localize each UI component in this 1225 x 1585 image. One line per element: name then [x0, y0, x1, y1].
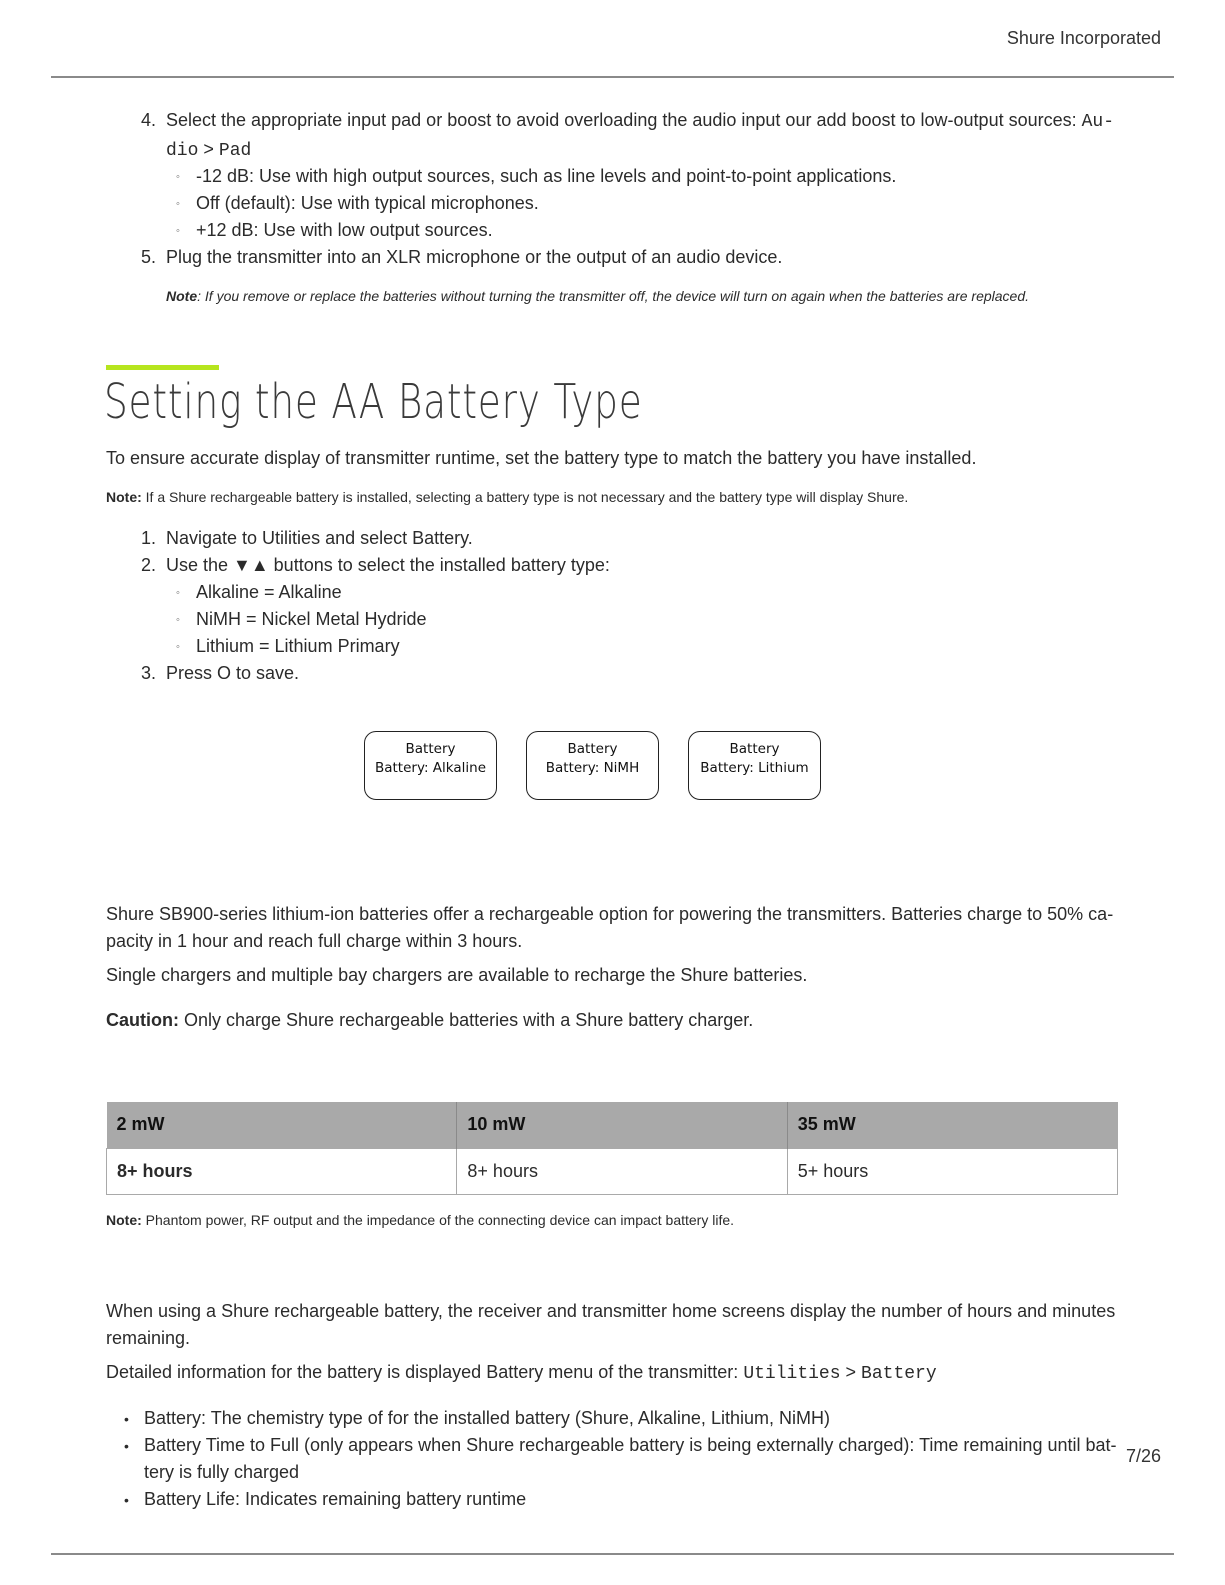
section-intro: To ensure accurate display of transmitter runtime, set the battery type to match the battery you have installed.: [106, 448, 977, 468]
rechargeable-para-1-line-2: pacity in 1 hour and reach full charge within 3 hours.: [106, 931, 523, 951]
screen-title: Battery: [567, 741, 618, 757]
code-text: Pad: [218, 141, 252, 161]
table-header: 10 mW: [457, 1102, 787, 1148]
footer-rule: [51, 1553, 1174, 1555]
device-screen-lithium: [688, 731, 821, 800]
note-label: Note:: [106, 1212, 142, 1228]
table-header: 35 mW: [787, 1102, 1117, 1148]
battery-info-para-2: Detailed information for the battery is displayed Battery menu of the transmitter: Utilities > Battery: [106, 1362, 937, 1384]
list-item-continuation: tery is fully charged: [144, 1462, 300, 1482]
header-rule: [51, 76, 1174, 78]
circle-bullet-icon: ◦: [176, 587, 180, 599]
code-text: dio: [166, 141, 199, 161]
table-header-row: [107, 1102, 1118, 1148]
circle-bullet-icon: ◦: [176, 171, 180, 183]
screen-title: Battery: [729, 741, 780, 757]
table-cell: 8+ hours: [457, 1148, 787, 1194]
step-text: Plug the transmitter into an XLR microphone or the output of an audio device.: [166, 247, 783, 267]
circle-bullet-icon: ◦: [176, 614, 180, 626]
table-note: Note: Phantom power, RF output and the impedance of the connecting device can impact battery life.: [106, 1212, 735, 1228]
page-number: 7/26: [1125, 1446, 1161, 1466]
menu-path: Utilities: [743, 1364, 841, 1384]
rechargeable-para-1-line-1: Shure SB900-series lithium-ion batteries offer a rechargeable option for powering the transmitters. Batteries charge to 50% ca-: [106, 904, 1114, 924]
bullet-icon: •: [124, 1438, 129, 1454]
screen-value: Battery: NiMH: [545, 760, 640, 776]
code-text: Au-: [1081, 112, 1115, 132]
step-4-continuation: dio > Pad: [166, 139, 252, 161]
circle-bullet-icon: ◦: [176, 198, 180, 210]
bullet-icon: •: [124, 1411, 129, 1427]
section-accent-bar: [106, 365, 219, 370]
device-screen-nimh: [526, 731, 659, 800]
step-number: 4.: [140, 110, 156, 130]
table-row: [107, 1148, 1118, 1194]
device-screen-alkaline: [364, 731, 497, 800]
note-top: Note: If you remove or replace the batteries without turning the transmitter off, the device will turn on again when the batteries are replaced.: [166, 288, 1030, 304]
note-label: Note:: [106, 489, 142, 505]
table-cell: 8+ hours: [107, 1148, 457, 1194]
table-cell: 5+ hours: [787, 1148, 1117, 1194]
circle-bullet-icon: ◦: [176, 225, 180, 237]
circle-bullet-icon: ◦: [176, 641, 180, 653]
screen-value: Battery: Alkaline: [374, 760, 487, 776]
runtime-table: [106, 1102, 1118, 1195]
table-header: 2 mW: [107, 1102, 457, 1148]
caution-label: Caution:: [106, 1010, 179, 1030]
rechargeable-para-2: Single chargers and multiple bay chargers are available to recharge the Shure batteries.: [106, 965, 808, 985]
menu-path: Battery: [861, 1364, 937, 1384]
section-title: Setting the AA Battery Type: [104, 374, 643, 430]
step-text: Select the appropriate input pad or boost to avoid overloading the audio input our add boost to low-output sources: Au-: [166, 110, 1115, 132]
battery-info-para-1-line-2: remaining.: [106, 1328, 191, 1348]
bullet-icon: •: [124, 1492, 129, 1508]
caution: Caution: Only charge Shure rechargeable batteries with a Shure battery charger.: [106, 1010, 754, 1030]
screen-value: Battery: Lithium: [700, 760, 809, 776]
battery-info-para-1-line-1: When using a Shure rechargeable battery, the receiver and transmitter home screens display the number of hours and minutes: [106, 1301, 1116, 1321]
screen-title: Battery: [405, 741, 456, 757]
section-note: Note: If a Shure rechargeable battery is installed, selecting a battery type is not necessary and the battery type will display Shure.: [106, 489, 909, 505]
note-label: Note: [166, 288, 198, 304]
header-company-name: Shure Incorporated: [1006, 28, 1161, 48]
step-number: 5.: [140, 247, 156, 267]
